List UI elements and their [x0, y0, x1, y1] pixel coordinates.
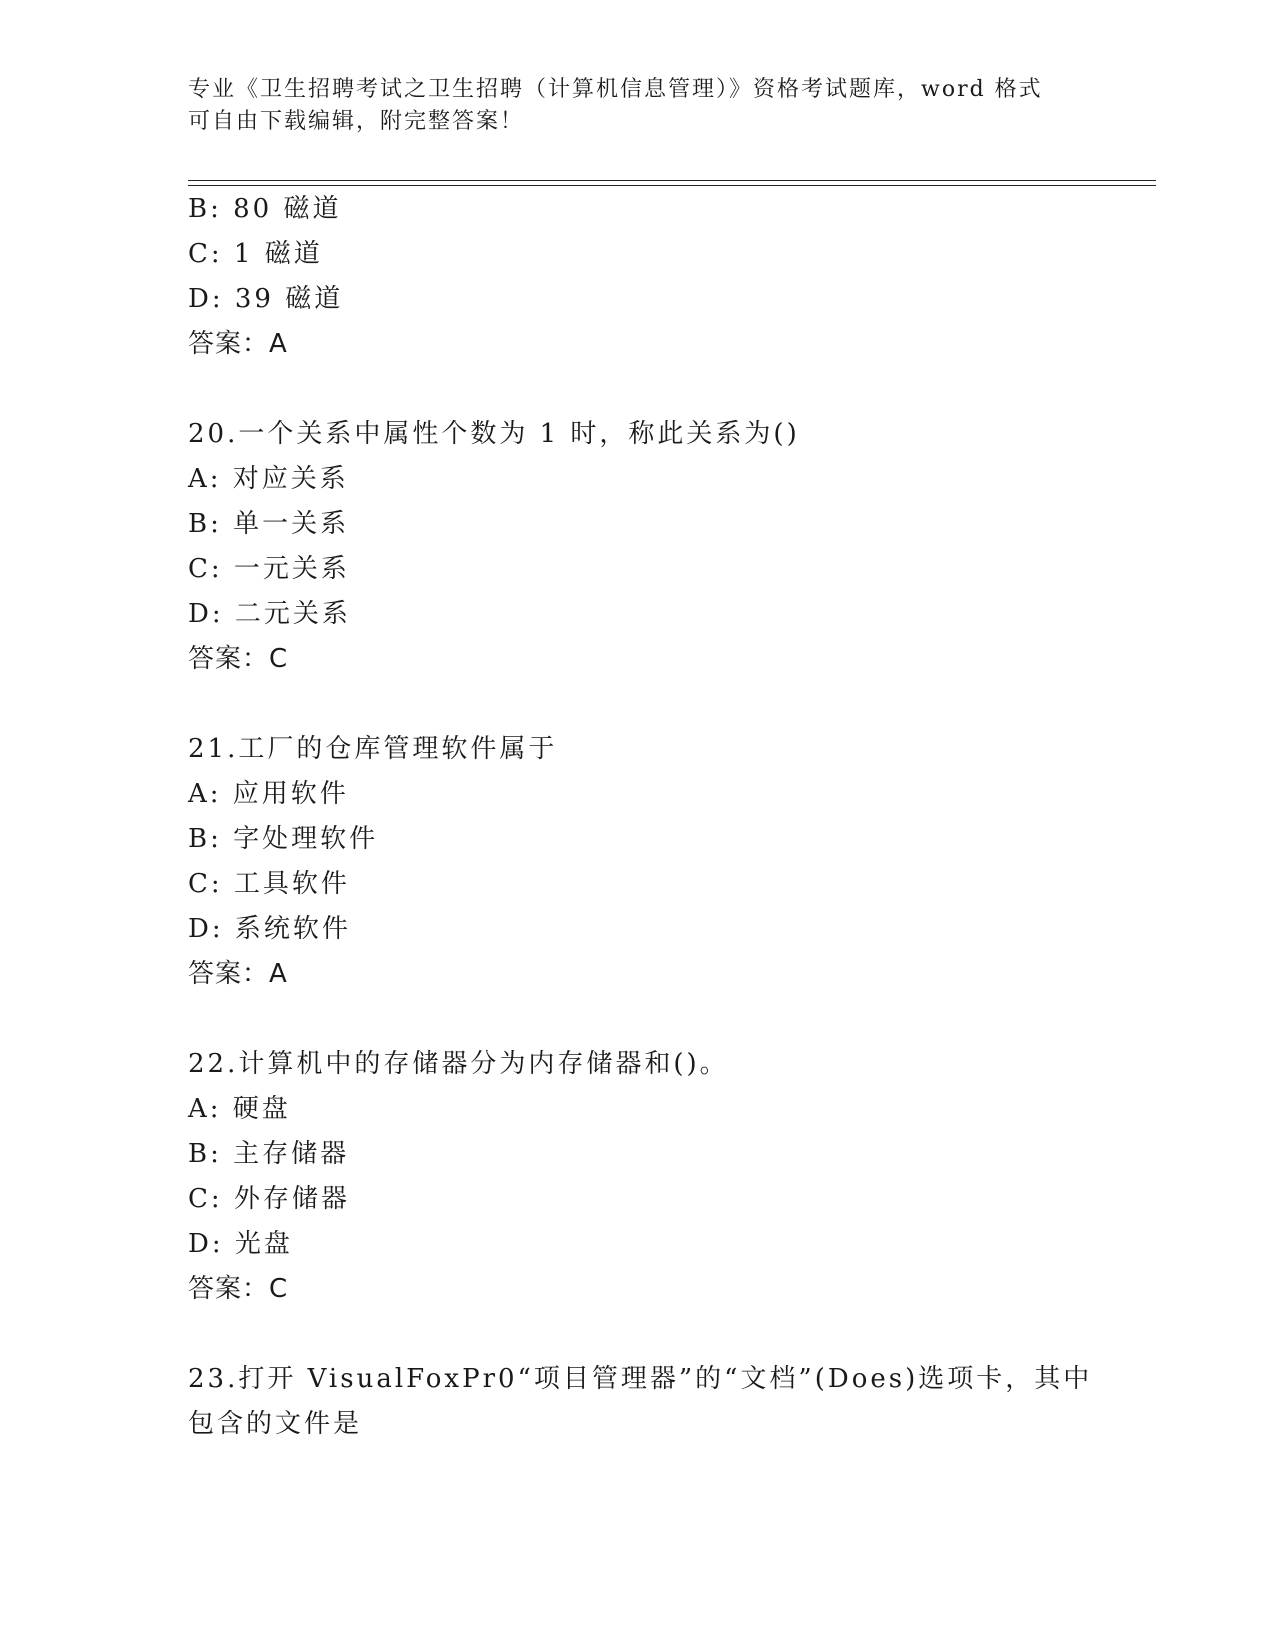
- q20-option-b: B: 单一关系: [188, 509, 350, 539]
- q20-option-a: A: 对应关系: [188, 464, 349, 494]
- q19-option-c: C: 1 磁道: [188, 239, 323, 269]
- header-divider-bottom: [188, 185, 1156, 186]
- q21-option-c: C: 工具软件: [188, 869, 350, 899]
- header-line-2: 可自由下载编辑，附完整答案！: [188, 109, 525, 134]
- q22-option-a: A: 硬盘: [188, 1094, 291, 1124]
- q22-option-d: D: 光盘: [188, 1229, 293, 1259]
- q21-question: 21.工厂的仓库管理软件属于: [188, 734, 558, 764]
- q20-option-c: C: 一元关系: [188, 554, 350, 584]
- q22-option-c: C: 外存储器: [188, 1184, 350, 1214]
- q20-option-d: D: 二元关系: [188, 599, 351, 629]
- q19-option-b: B: 80 磁道: [188, 194, 342, 224]
- q19-answer: 答案：A: [188, 329, 288, 359]
- q20-answer: 答案：C: [188, 644, 289, 674]
- q21-answer: 答案：A: [188, 959, 288, 989]
- q21-option-a: A: 应用软件: [188, 779, 349, 809]
- q22-answer: 答案：C: [188, 1274, 289, 1304]
- q22-question: 22.计算机中的存储器分为内存储器和()。: [188, 1049, 729, 1079]
- q19-option-d: D: 39 磁道: [188, 284, 344, 314]
- header-line-1: 专业《卫生招聘考试之卫生招聘（计算机信息管理）》资格考试题库，word 格式: [188, 77, 1043, 102]
- q20-question: 20.一个关系中属性个数为 1 时，称此关系为(): [188, 419, 800, 449]
- q23-question-line-2: 包含的文件是: [188, 1409, 363, 1439]
- q21-option-b: B: 字处理软件: [188, 824, 379, 854]
- header-divider-top: [188, 180, 1156, 181]
- q22-option-b: B: 主存储器: [188, 1139, 350, 1169]
- document-header: [188, 74, 1088, 138]
- q21-option-d: D: 系统软件: [188, 914, 351, 944]
- q23-question-line-1: 23.打开 VisualFoxPr0“项目管理器”的“文档”(Does)选项卡，其中: [188, 1364, 1093, 1394]
